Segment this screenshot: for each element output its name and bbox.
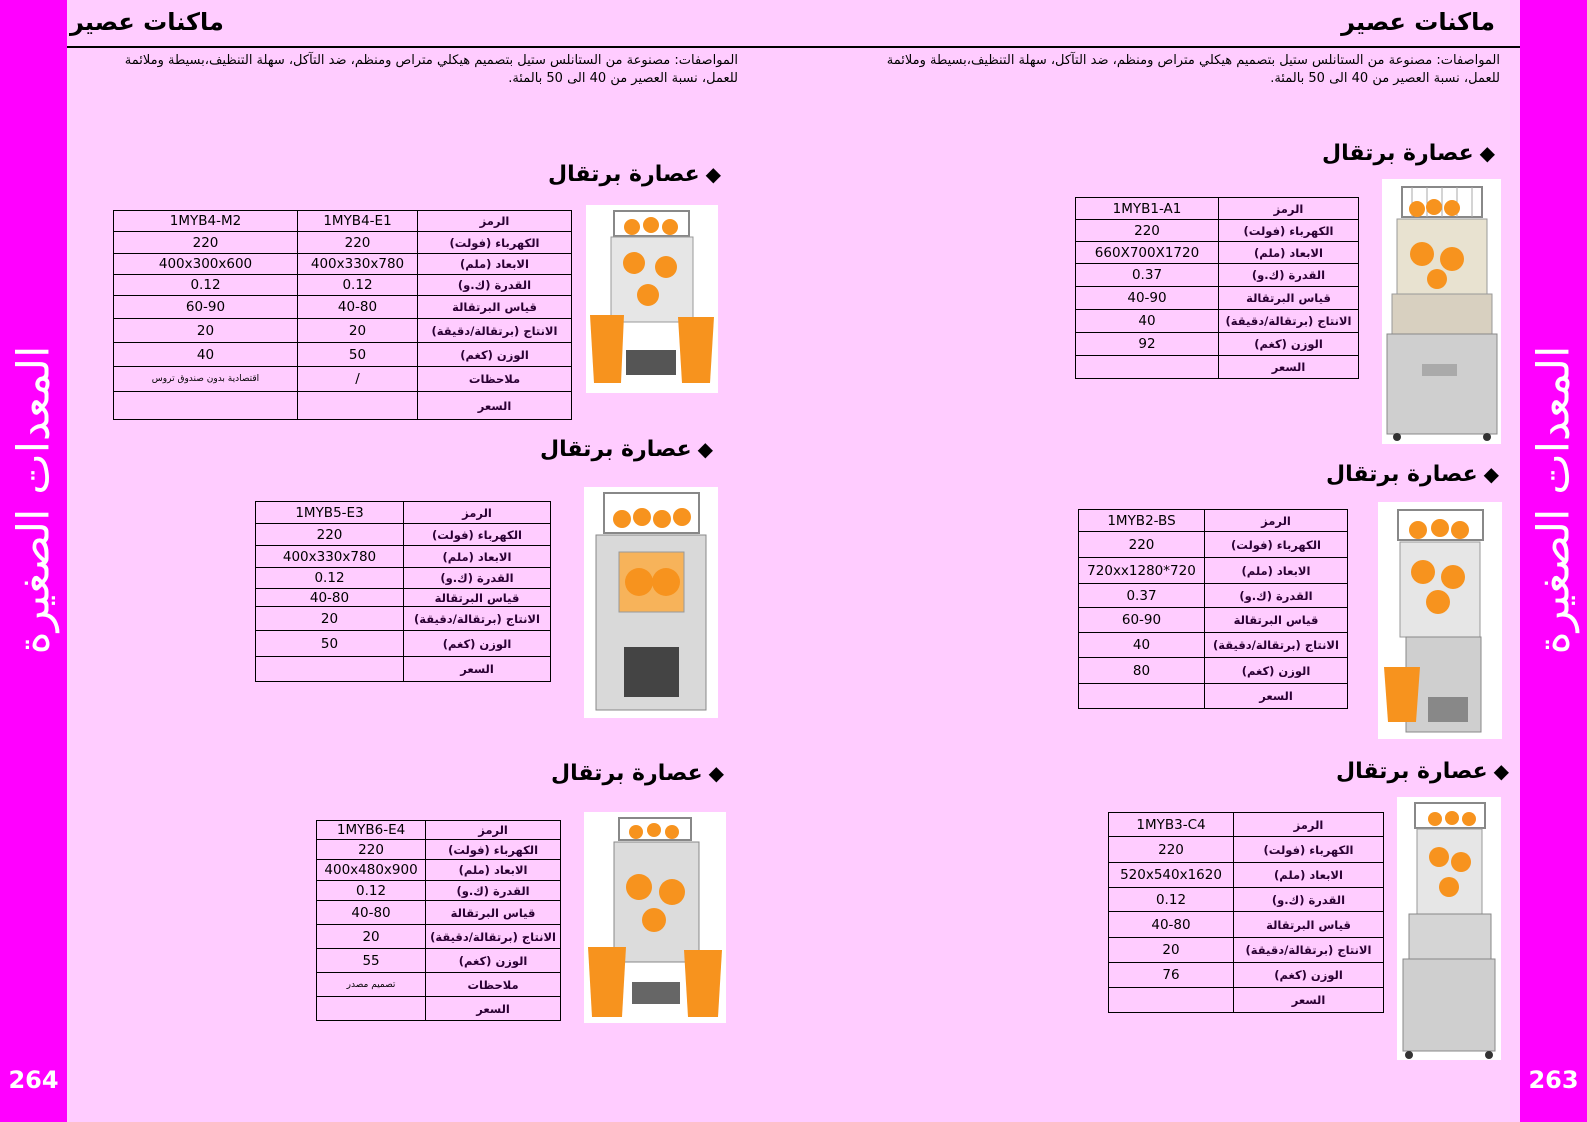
product-title: ◆عصارة برتقال xyxy=(551,761,725,786)
table-row xyxy=(1079,684,1348,709)
spec-label-cell: السعر xyxy=(418,392,572,420)
spec-label-cell: الانتاج (برتقالة/دقيقة) xyxy=(1219,310,1359,333)
spec-label-cell: قياس البرتقالة xyxy=(1234,912,1384,938)
table-row xyxy=(256,607,551,631)
table-row xyxy=(317,901,561,925)
spec-value-cell: 50 xyxy=(256,631,404,657)
product-title: ◆عصارة برتقال xyxy=(1326,462,1500,487)
diamond-bullet-icon: ◆ xyxy=(708,761,725,785)
spec-label-cell: القدرة (ك.و) xyxy=(404,568,551,589)
table-row xyxy=(317,973,561,997)
spec-label-cell: الابعاد (ملم) xyxy=(426,860,561,881)
spec-label-cell: القدرة (ك.و) xyxy=(426,881,561,901)
spec-label-cell: الانتاج (برتقالة/دقيقة) xyxy=(1234,938,1384,963)
spec-label-cell: الانتاج (برتقالة/دقيقة) xyxy=(404,607,551,631)
spec-table xyxy=(316,820,561,1021)
spec-label-cell: الانتاج (برتقالة/دقيقة) xyxy=(418,319,572,343)
spec-value-cell: 76 xyxy=(1109,963,1234,988)
table-row xyxy=(114,232,572,254)
product-title: ◆عصارة برتقال xyxy=(1336,759,1510,784)
left-side-bar xyxy=(0,0,67,1122)
table-row xyxy=(114,211,572,232)
spec-label-cell: الرمز xyxy=(404,502,551,524)
spec-value-cell: 220 xyxy=(256,524,404,546)
spec-value-cell: تصميم مصدر xyxy=(317,973,426,997)
spec-value-cell: 220 xyxy=(1079,532,1205,558)
table-row xyxy=(317,860,561,881)
table-row xyxy=(1109,912,1384,938)
right-side-bar xyxy=(1520,0,1587,1122)
spec-value-cell: 1MYB5-E3 xyxy=(256,502,404,524)
spec-table xyxy=(1075,197,1359,379)
spec-label-cell: قياس البرتقالة xyxy=(1219,287,1359,310)
spine-title-left: المعدات الصغيرة xyxy=(8,345,59,655)
table-row xyxy=(1079,608,1348,633)
product-title: ◆عصارة برتقال xyxy=(540,437,714,462)
spine-title-right: المعدات الصغيرة xyxy=(1528,345,1579,655)
spec-value-cell: 60-90 xyxy=(1079,608,1205,633)
spec-value-cell xyxy=(1076,356,1219,379)
spec-value-cell: 0.37 xyxy=(1076,264,1219,287)
spec-value-cell: 1MYB3-C4 xyxy=(1109,813,1234,837)
spec-value-cell: 0.12 xyxy=(256,568,404,589)
spec-label-cell: قياس البرتقالة xyxy=(1205,608,1348,633)
table-row xyxy=(1076,333,1359,356)
spec-value-cell: 220 xyxy=(1076,220,1219,242)
juicer-photo xyxy=(1378,502,1502,739)
spec-label-cell: الوزن (كغم) xyxy=(418,343,572,367)
specs-text-right: المواصفات: مصنوعة من الستانلس ستيل بتصميم هيكلي متراص ومنظم، ضد التآكل، سهلة التنظيف،بسيطة وملائمة للعمل، نسبة العصير من 40 الى 50 بالمئة. xyxy=(886,53,1500,86)
spec-value-cell: 520x540x1620 xyxy=(1109,863,1234,888)
spec-value-cell: 40 xyxy=(114,343,298,367)
spec-value-cell: 0.37 xyxy=(1079,584,1205,608)
spec-value-cell: 720*720xx1280 xyxy=(1079,558,1205,584)
spec-value-cell: 40-80 xyxy=(256,589,404,607)
spec-label-cell: الكهرباء (فولت) xyxy=(418,232,572,254)
spec-value-cell: 220 xyxy=(317,840,426,860)
spec-value-cell xyxy=(256,657,404,682)
spec-label-cell: الكهرباء (فولت) xyxy=(1234,837,1384,863)
spec-label-cell: الرمز xyxy=(1219,198,1359,220)
table-row xyxy=(256,589,551,607)
spec-value-cell: 400x300x600 xyxy=(114,254,298,275)
page-number-264: 264 xyxy=(8,1066,59,1094)
diamond-bullet-icon: ◆ xyxy=(1479,141,1496,165)
table-row xyxy=(114,275,572,296)
spec-value-cell: 20 xyxy=(256,607,404,631)
spec-value-cell: 1MYB1-A1 xyxy=(1076,198,1219,220)
table-row xyxy=(1079,510,1348,532)
table-row xyxy=(256,631,551,657)
spec-label-cell: الابعاد (ملم) xyxy=(1219,242,1359,264)
table-row xyxy=(1079,633,1348,658)
spec-value-cell: 60-90 xyxy=(114,296,298,319)
table-row xyxy=(1109,813,1384,837)
table-row xyxy=(256,524,551,546)
table-row xyxy=(256,657,551,682)
spec-label-cell: السعر xyxy=(1234,988,1384,1013)
table-row xyxy=(114,296,572,319)
spec-value-cell: 1MYB6-E4 xyxy=(317,821,426,840)
table-row xyxy=(1079,584,1348,608)
table-row xyxy=(1076,287,1359,310)
spec-table xyxy=(1108,812,1384,1013)
table-row xyxy=(256,546,551,568)
header-rule xyxy=(67,46,1520,48)
spec-label-cell: الوزن (كغم) xyxy=(426,949,561,973)
table-row xyxy=(1079,532,1348,558)
diamond-bullet-icon: ◆ xyxy=(697,437,714,461)
table-row xyxy=(256,568,551,589)
spec-value-cell: 0.12 xyxy=(114,275,298,296)
spec-value-cell: 1MYB4-E1 xyxy=(298,211,418,232)
spec-value-cell: 400x330x780 xyxy=(256,546,404,568)
table-row xyxy=(317,925,561,949)
spec-value-cell: / xyxy=(298,367,418,392)
table-row xyxy=(1076,198,1359,220)
spec-value-cell: اقتصادية بدون صندوق تروس xyxy=(114,367,298,392)
spec-label-cell: الكهرباء (فولت) xyxy=(1205,532,1348,558)
spec-label-cell: القدرة (ك.و) xyxy=(1234,888,1384,912)
spec-label-cell: الرمز xyxy=(1234,813,1384,837)
spec-value-cell: 80 xyxy=(1079,658,1205,684)
spec-label-cell: القدرة (ك.و) xyxy=(1205,584,1348,608)
product-title: ◆عصارة برتقال xyxy=(548,162,722,187)
juicer-photo xyxy=(584,812,726,1023)
table-row xyxy=(1109,863,1384,888)
spec-label-cell: الوزن (كغم) xyxy=(1234,963,1384,988)
spec-value-cell xyxy=(298,392,418,420)
spec-value-cell: 1MYB2-BS xyxy=(1079,510,1205,532)
spec-value-cell: 92 xyxy=(1076,333,1219,356)
spec-table xyxy=(1078,509,1348,709)
spec-label-cell: السعر xyxy=(426,997,561,1021)
product-title: ◆عصارة برتقال xyxy=(1322,141,1496,166)
spec-label-cell: الابعاد (ملم) xyxy=(1234,863,1384,888)
page-title-right: ماكنات عصير xyxy=(1341,8,1495,36)
table-row xyxy=(1109,963,1384,988)
table-row xyxy=(1109,888,1384,912)
spec-value-cell: 20 xyxy=(317,925,426,949)
spec-label-cell: الكهرباء (فولت) xyxy=(404,524,551,546)
juicer-photo xyxy=(586,205,718,393)
spec-label-cell: الابعاد (ملم) xyxy=(418,254,572,275)
spec-value-cell: 400x330x780 xyxy=(298,254,418,275)
table-row xyxy=(1076,264,1359,287)
spec-value-cell: 400x480x900 xyxy=(317,860,426,881)
spec-label-cell: الانتاج (برتقالة/دقيقة) xyxy=(426,925,561,949)
spec-label-cell: القدرة (ك.و) xyxy=(1219,264,1359,287)
diamond-bullet-icon: ◆ xyxy=(1483,462,1500,486)
spec-label-cell: قياس البرتقالة xyxy=(426,901,561,925)
spec-label-cell: قياس البرتقالة xyxy=(404,589,551,607)
spec-label-cell: الابعاد (ملم) xyxy=(1205,558,1348,584)
juicer-photo xyxy=(1397,797,1501,1060)
spec-value-cell: 1MYB4-M2 xyxy=(114,211,298,232)
spec-value-cell: 220 xyxy=(114,232,298,254)
juicer-photo xyxy=(1382,179,1501,444)
table-row xyxy=(317,881,561,901)
table-row xyxy=(256,502,551,524)
spec-label-cell: القدرة (ك.و) xyxy=(418,275,572,296)
spec-value-cell: 20 xyxy=(114,319,298,343)
page-title-left: ماكنات عصير xyxy=(70,8,224,36)
spec-label-cell: قياس البرتقالة xyxy=(418,296,572,319)
spec-label-cell: الرمز xyxy=(418,211,572,232)
spec-value-cell xyxy=(317,997,426,1021)
table-row xyxy=(317,949,561,973)
table-row xyxy=(114,319,572,343)
table-row xyxy=(114,254,572,275)
spec-label-cell: الرمز xyxy=(1205,510,1348,532)
spec-table xyxy=(255,501,551,682)
spec-label-cell: الكهرباء (فولت) xyxy=(426,840,561,860)
spec-label-cell: الابعاد (ملم) xyxy=(404,546,551,568)
spec-value-cell: 660X700X1720 xyxy=(1076,242,1219,264)
table-row xyxy=(317,821,561,840)
table-row xyxy=(1076,310,1359,333)
page-number-263: 263 xyxy=(1528,1066,1579,1094)
spec-value-cell: 55 xyxy=(317,949,426,973)
juicer-photo xyxy=(584,487,718,718)
table-row xyxy=(1079,558,1348,584)
spec-value-cell xyxy=(1079,684,1205,709)
table-row xyxy=(1109,837,1384,863)
table-row xyxy=(114,392,572,420)
spec-label-cell: السعر xyxy=(1205,684,1348,709)
spec-label-cell: الوزن (كغم) xyxy=(1219,333,1359,356)
spec-value-cell: 40-80 xyxy=(1109,912,1234,938)
spec-value-cell: 20 xyxy=(1109,938,1234,963)
spec-label-cell: الانتاج (برتقالة/دقيقة) xyxy=(1205,633,1348,658)
spec-value-cell: 220 xyxy=(1109,837,1234,863)
spec-label-cell: السعر xyxy=(404,657,551,682)
spec-label-cell: الوزن (كغم) xyxy=(404,631,551,657)
spec-value-cell: 40-80 xyxy=(317,901,426,925)
table-row xyxy=(1109,938,1384,963)
spec-value-cell: 20 xyxy=(298,319,418,343)
spec-table xyxy=(113,210,572,420)
spec-value-cell: 50 xyxy=(298,343,418,367)
spec-label-cell: الوزن (كغم) xyxy=(1205,658,1348,684)
spec-value-cell: 0.12 xyxy=(1109,888,1234,912)
spec-label-cell: الكهرباء (فولت) xyxy=(1219,220,1359,242)
spec-value-cell: 40-80 xyxy=(298,296,418,319)
spec-value-cell: 0.12 xyxy=(317,881,426,901)
spec-label-cell: ملاحظات xyxy=(418,367,572,392)
table-row xyxy=(114,343,572,367)
spec-value-cell: 0.12 xyxy=(298,275,418,296)
specs-text-left: المواصفات: مصنوعة من الستانلس ستيل بتصميم هيكلي متراص ومنظم، ضد التآكل، سهلة التنظيف،بسيطة وملائمة للعمل، نسبة العصير من 40 الى 50 بالمئة. xyxy=(124,53,738,86)
table-row xyxy=(317,840,561,860)
spec-value-cell xyxy=(1109,988,1234,1013)
spec-label-cell: ملاحظات xyxy=(426,973,561,997)
spec-value-cell xyxy=(114,392,298,420)
table-row xyxy=(317,997,561,1021)
table-row xyxy=(1079,658,1348,684)
spec-label-cell: الرمز xyxy=(426,821,561,840)
spec-value-cell: 40 xyxy=(1079,633,1205,658)
diamond-bullet-icon: ◆ xyxy=(1493,759,1510,783)
spec-value-cell: 40 xyxy=(1076,310,1219,333)
diamond-bullet-icon: ◆ xyxy=(705,162,722,186)
spec-value-cell: 40-90 xyxy=(1076,287,1219,310)
table-row xyxy=(1109,988,1384,1013)
table-row xyxy=(1076,356,1359,379)
table-row xyxy=(1076,220,1359,242)
spec-value-cell: 220 xyxy=(298,232,418,254)
spec-label-cell: السعر xyxy=(1219,356,1359,379)
table-row xyxy=(114,367,572,392)
table-row xyxy=(1076,242,1359,264)
